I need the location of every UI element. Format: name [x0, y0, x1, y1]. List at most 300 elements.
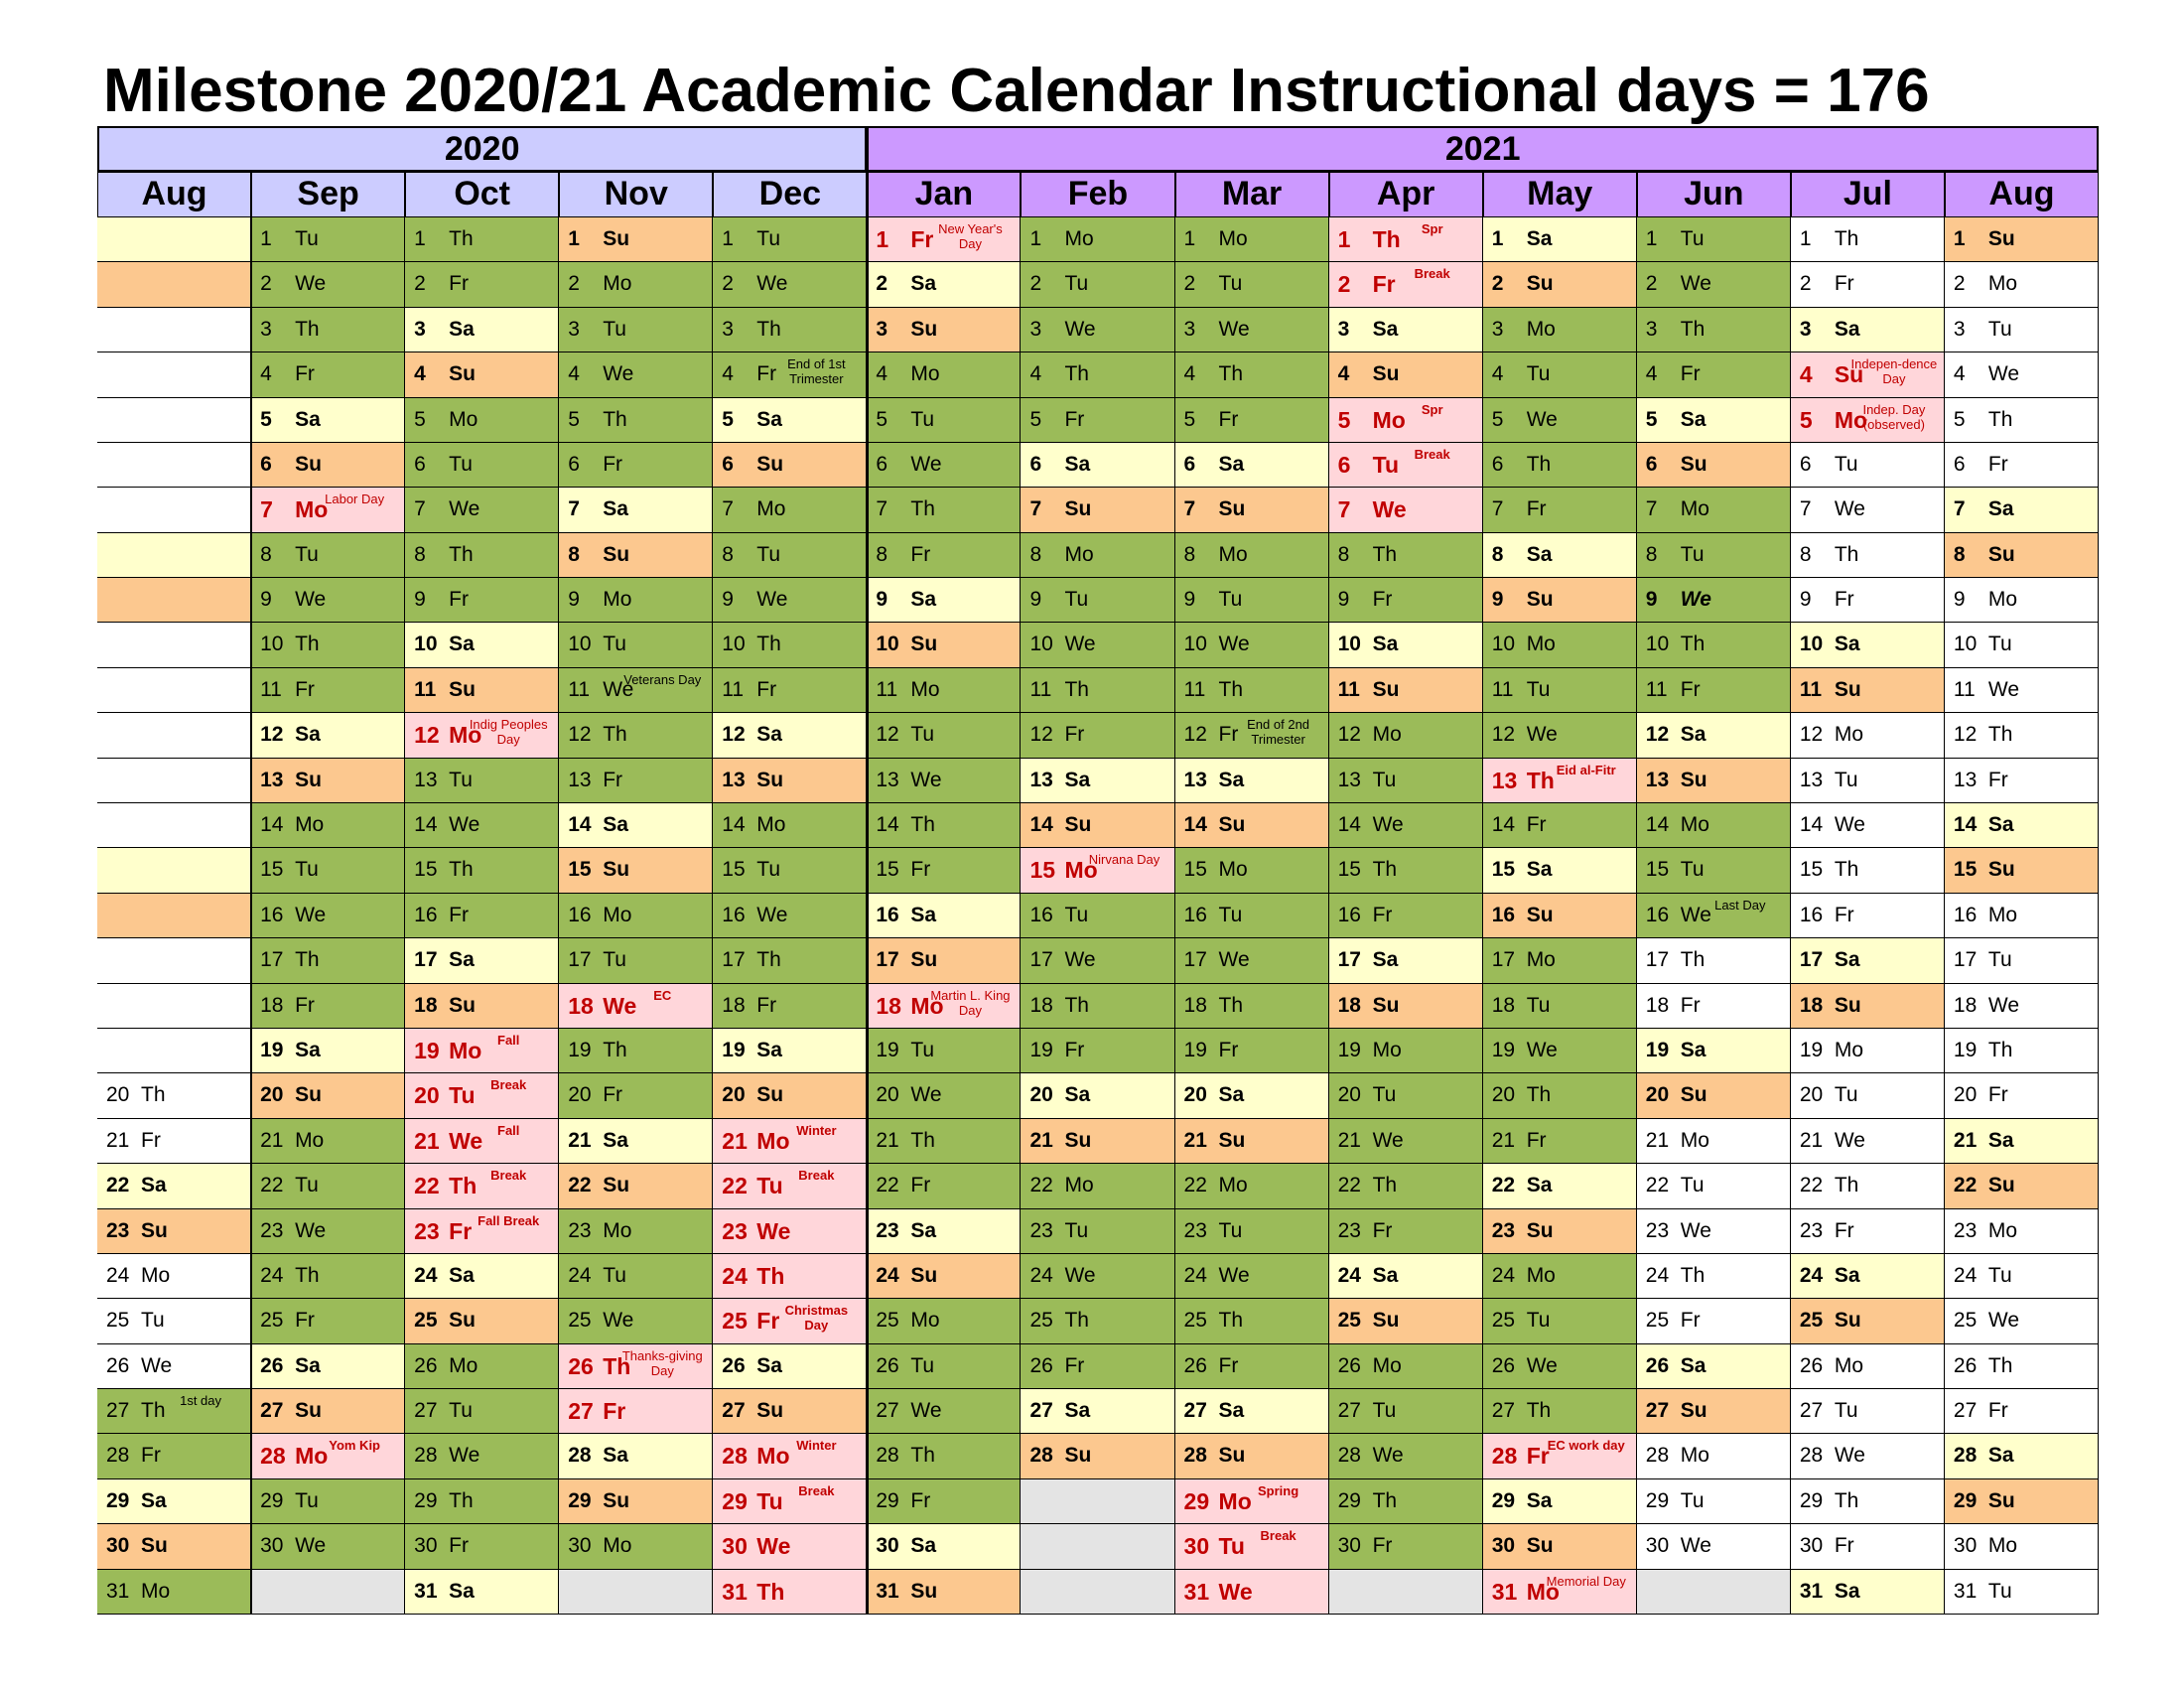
calendar-day-cell	[251, 1389, 405, 1434]
weekday-label: Th	[910, 1444, 935, 1468]
calendar-day-cell	[251, 1073, 405, 1118]
day-number: 21	[106, 1128, 130, 1152]
calendar-day-cell	[1175, 488, 1329, 532]
calendar-day-cell	[1945, 398, 2099, 443]
weekday-label: Sa	[1064, 1083, 1091, 1107]
weekday-label: Th	[449, 1173, 478, 1199]
weekday-label: Su	[1680, 1083, 1707, 1107]
calendar-day-cell	[1483, 1119, 1637, 1164]
day-number: 14	[568, 813, 592, 837]
calendar-day-cell	[867, 668, 1021, 713]
calendar-day-cell	[251, 984, 405, 1029]
calendar-day-cell	[559, 1254, 713, 1299]
calendar-day-cell	[1483, 352, 1637, 397]
weekday-label: Tu	[1218, 588, 1243, 612]
weekday-label: Sa	[1680, 723, 1706, 747]
weekday-label: Su	[1526, 1534, 1554, 1558]
weekday-label: Fr	[141, 1128, 161, 1152]
weekday-label: Su	[1064, 813, 1092, 837]
weekday-label: Sa	[1372, 1263, 1399, 1287]
weekday-label: Tu	[910, 1038, 935, 1061]
calendar-day-cell	[97, 217, 251, 262]
day-number: 2	[1337, 271, 1351, 298]
day-note: Winter	[796, 1122, 837, 1138]
weekday-label: Th	[1987, 1038, 2013, 1061]
day-number: 23	[1491, 1218, 1516, 1242]
calendar-day-cell	[559, 308, 713, 352]
weekday-label: Sa	[756, 1038, 782, 1061]
weekday-label: Th	[1372, 226, 1401, 252]
weekday-label: We	[1526, 1353, 1558, 1377]
day-number: 13	[722, 768, 746, 791]
calendar-day-cell	[251, 759, 405, 803]
calendar-day-cell	[251, 1479, 405, 1524]
day-number: 24	[1491, 1263, 1516, 1287]
day-number: 3	[1491, 317, 1504, 341]
day-number: 25	[1799, 1309, 1824, 1333]
day-note: Labor Day	[325, 492, 385, 507]
month-header-may-9: May	[1483, 172, 1637, 217]
calendar-day-cell	[97, 533, 251, 578]
day-number: 16	[1799, 903, 1824, 926]
weekday-label: Th	[295, 633, 320, 656]
calendar-day-cell	[251, 1299, 405, 1343]
weekday-label: We	[1834, 1444, 1865, 1468]
day-number: 9	[1183, 588, 1196, 612]
day-number: 31	[1491, 1578, 1518, 1605]
calendar-day-cell	[1945, 217, 2099, 262]
weekday-label: Mo	[1834, 1038, 1864, 1061]
weekday-label: Sa	[1526, 227, 1553, 250]
weekday-label: Mo	[603, 272, 632, 296]
weekday-label: Sa	[449, 633, 475, 656]
calendar-day-cell	[559, 488, 713, 532]
calendar-day-cell	[1175, 1479, 1329, 1524]
weekday-label: Th	[1987, 723, 2013, 747]
calendar-day-cell	[405, 623, 559, 667]
calendar-day-cell	[1637, 1119, 1791, 1164]
calendar-day-cell	[1637, 217, 1791, 262]
calendar-day-cell	[1175, 1344, 1329, 1389]
calendar-day-cell	[1637, 1254, 1791, 1299]
weekday-label: Fr	[1064, 723, 1085, 747]
day-number: 8	[1491, 542, 1504, 566]
calendar-day-cell	[1791, 1073, 1945, 1118]
calendar-day-cell	[559, 803, 713, 848]
weekday-label: Su	[141, 1534, 168, 1558]
day-number: 12	[1029, 723, 1053, 747]
day-number: 29	[1183, 1487, 1210, 1514]
day-number: 13	[1799, 768, 1824, 791]
weekday-label: Su	[1372, 677, 1400, 701]
day-number: 12	[1183, 723, 1207, 747]
day-number: 13	[1645, 768, 1670, 791]
weekday-label: Sa	[603, 1128, 628, 1152]
day-number: 20	[1029, 1083, 1053, 1107]
calendar-day-cell	[1483, 668, 1637, 713]
calendar-day-cell	[251, 1164, 405, 1208]
weekday-label: Su	[1834, 993, 1861, 1017]
day-number: 12	[1953, 723, 1978, 747]
calendar-day-cell	[1329, 1524, 1483, 1569]
day-number: 13	[1183, 768, 1207, 791]
calendar-day-cell	[1945, 1119, 2099, 1164]
day-number: 7	[1337, 496, 1351, 523]
day-number: 15	[1183, 858, 1207, 882]
weekday-label: Th	[910, 1128, 935, 1152]
day-number: 8	[260, 542, 272, 566]
calendar-day-cell	[867, 533, 1021, 578]
day-number: 17	[1029, 948, 1053, 972]
calendar-day-cell	[713, 262, 867, 307]
weekday-label: Fr	[449, 1217, 473, 1244]
weekday-label: Th	[141, 1083, 166, 1107]
calendar-day-cell	[1021, 1389, 1174, 1434]
day-number: 23	[1645, 1218, 1670, 1242]
day-number: 20	[568, 1083, 592, 1107]
day-number: 24	[876, 1263, 899, 1287]
calendar-day-cell	[405, 713, 559, 758]
weekday-label: We	[141, 1353, 173, 1377]
day-number: 5	[414, 407, 426, 431]
day-number: 21	[1183, 1128, 1207, 1152]
calendar-day-cell	[1021, 262, 1174, 307]
day-number: 6	[260, 452, 272, 476]
weekday-label: Fr	[603, 768, 623, 791]
day-number: 2	[722, 272, 734, 296]
day-number: 21	[722, 1127, 748, 1154]
day-number: 11	[260, 677, 282, 701]
calendar-day-cell	[867, 398, 1021, 443]
weekday-label: Su	[1218, 1128, 1246, 1152]
day-number: 26	[1645, 1353, 1670, 1377]
calendar-day-cell	[1329, 1073, 1483, 1118]
calendar-day-cell	[97, 1389, 251, 1434]
weekday-label: Su	[603, 227, 630, 250]
weekday-label: Tu	[295, 858, 319, 882]
calendar-day-cell	[405, 1164, 559, 1208]
weekday-label: We	[1987, 362, 2020, 386]
calendar-day-cell	[1945, 1524, 2099, 1569]
weekday-label: Mo	[141, 1579, 171, 1603]
calendar-day-cell	[1483, 1254, 1637, 1299]
weekday-label: Fr	[1987, 452, 2008, 476]
calendar-day-cell	[867, 1389, 1021, 1434]
month-header-mar-7: Mar	[1175, 172, 1329, 217]
day-number: 24	[1183, 1263, 1207, 1287]
weekday-label: Sa	[756, 723, 782, 747]
day-number: 30	[1645, 1534, 1670, 1558]
calendar-day-cell	[1483, 1073, 1637, 1118]
day-number: 4	[876, 362, 888, 386]
day-note: Break	[1414, 266, 1450, 282]
calendar-day-cell	[251, 443, 405, 488]
calendar-day-cell	[1791, 262, 1945, 307]
day-number: 11	[1645, 677, 1668, 701]
day-number: 18	[1183, 993, 1207, 1017]
day-number: 14	[1799, 813, 1824, 837]
weekday-label: Su	[1987, 858, 2015, 882]
day-number: 29	[1799, 1488, 1824, 1512]
calendar-day-cell	[559, 262, 713, 307]
calendar-day-cell	[1175, 352, 1329, 397]
calendar-day-cell	[1483, 1164, 1637, 1208]
weekday-label: Fr	[1526, 1443, 1550, 1470]
calendar-day-cell	[1945, 1344, 2099, 1389]
day-note: End of 1st Trimester	[787, 356, 846, 387]
weekday-label: Mo	[1526, 948, 1556, 972]
weekday-label: Mo	[1680, 497, 1709, 521]
weekday-label: Mo	[603, 903, 632, 926]
day-number: 16	[876, 903, 899, 926]
day-number: 16	[568, 903, 592, 926]
calendar-day-cell	[713, 217, 867, 262]
day-number: 2	[1491, 272, 1504, 296]
weekday-label: We	[1526, 723, 1558, 747]
calendar-day-cell	[559, 1434, 713, 1478]
weekday-label: Fr	[1987, 1399, 2008, 1423]
day-number: 15	[260, 858, 284, 882]
weekday-label: Th	[1834, 858, 1859, 882]
day-number: 23	[876, 1218, 899, 1242]
calendar-day-cell	[1637, 578, 1791, 623]
calendar-day-cell	[251, 533, 405, 578]
calendar-day-cell	[1637, 1164, 1791, 1208]
calendar-day-cell	[1791, 984, 1945, 1029]
calendar-day-cell	[1791, 938, 1945, 983]
calendar-day-cell	[559, 1524, 713, 1569]
weekday-label: Fr	[1218, 1038, 1239, 1061]
calendar-day-cell	[97, 1344, 251, 1389]
calendar-day-cell	[1791, 1029, 1945, 1073]
day-note: Fall	[497, 1122, 520, 1138]
day-number: 9	[722, 588, 734, 612]
day-note: Yom Kip	[329, 1438, 380, 1454]
weekday-label: Su	[756, 452, 784, 476]
day-number: 2	[1645, 272, 1658, 296]
calendar-day-cell	[97, 848, 251, 893]
weekday-label: Tu	[1372, 768, 1397, 791]
weekday-label: We	[756, 272, 788, 296]
weekday-label: Fr	[910, 858, 931, 882]
calendar-day-cell	[1175, 1524, 1329, 1569]
day-number: 3	[414, 317, 426, 341]
weekday-label: We	[295, 588, 327, 612]
calendar-day-cell	[1945, 533, 2099, 578]
calendar-day-cell	[1945, 623, 2099, 667]
calendar-day-cell	[1175, 1029, 1329, 1073]
calendar-day-cell	[713, 1164, 867, 1208]
weekday-label: Fr	[1218, 723, 1239, 747]
day-number: 14	[260, 813, 284, 837]
calendar-day-cell	[1483, 894, 1637, 938]
calendar-day-cell	[1329, 1434, 1483, 1478]
weekday-label: Mo	[1218, 1174, 1248, 1197]
weekday-label: Mo	[1680, 1128, 1709, 1152]
weekday-label: Mo	[295, 496, 329, 523]
calendar-day-cell	[1483, 1299, 1637, 1343]
day-number: 1	[568, 227, 580, 250]
day-number: 22	[414, 1173, 440, 1199]
weekday-label: Tu	[449, 1399, 473, 1423]
calendar-day-cell	[867, 1570, 1021, 1615]
day-number: 28	[876, 1444, 899, 1468]
weekday-label: Mo	[910, 1309, 940, 1333]
year-divider	[866, 126, 869, 1615]
day-number: 3	[1337, 317, 1350, 341]
calendar-day-cell	[97, 668, 251, 713]
weekday-label: Su	[1372, 1309, 1400, 1333]
day-number: 9	[1645, 588, 1658, 612]
day-note: Memorial Day	[1546, 1573, 1626, 1589]
weekday-label: Mo	[910, 992, 944, 1019]
weekday-label: Fr	[141, 1444, 161, 1468]
weekday-label: Th	[1218, 1309, 1244, 1333]
weekday-label: Th	[603, 723, 627, 747]
weekday-label: Sa	[1526, 1488, 1553, 1512]
day-number: 20	[1337, 1083, 1361, 1107]
weekday-label: Su	[1834, 1309, 1861, 1333]
calendar-day-cell	[1021, 623, 1174, 667]
weekday-label: Mo	[1526, 633, 1556, 656]
day-number: 24	[1337, 1263, 1361, 1287]
weekday-label: We	[910, 452, 942, 476]
weekday-label: We	[1064, 948, 1096, 972]
day-number: 3	[260, 317, 272, 341]
day-number: 22	[1337, 1174, 1361, 1197]
weekday-label: Su	[1526, 272, 1554, 296]
weekday-label: Su	[756, 768, 784, 791]
calendar-day-cell	[1329, 713, 1483, 758]
day-number: 19	[1645, 1038, 1670, 1061]
day-number: 28	[414, 1444, 438, 1468]
weekday-label: Th	[449, 542, 474, 566]
calendar-day-cell	[405, 1570, 559, 1615]
day-number: 24	[568, 1263, 592, 1287]
weekday-label: We	[603, 362, 634, 386]
weekday-label: Mo	[1526, 317, 1556, 341]
calendar-day-cell	[1637, 1209, 1791, 1254]
weekday-label: Fr	[1218, 407, 1239, 431]
calendar-day-cell	[1483, 308, 1637, 352]
day-number: 1	[414, 227, 426, 250]
day-number: 1	[1645, 227, 1658, 250]
year-header-2020: 2020	[97, 126, 867, 172]
day-number: 13	[1029, 768, 1053, 791]
weekday-label: Tu	[1680, 1488, 1705, 1512]
weekday-label: Su	[449, 993, 476, 1017]
day-number: 10	[260, 633, 284, 656]
day-number: 29	[568, 1488, 592, 1512]
weekday-label: Fr	[756, 1308, 780, 1335]
weekday-label: Fr	[295, 993, 315, 1017]
day-number: 15	[1337, 858, 1361, 882]
weekday-label: Tu	[1526, 993, 1551, 1017]
calendar-day-cell	[1329, 1119, 1483, 1164]
month-header-jul-11: Jul	[1791, 172, 1945, 217]
calendar-day-cell	[97, 308, 251, 352]
weekday-label: We	[1834, 813, 1865, 837]
weekday-label: Mo	[1372, 723, 1402, 747]
day-number: 12	[1337, 723, 1361, 747]
weekday-label: Mo	[910, 677, 940, 701]
day-number: 17	[1645, 948, 1670, 972]
weekday-label: Fr	[603, 452, 623, 476]
day-number: 5	[1953, 407, 1966, 431]
weekday-label: Tu	[1834, 768, 1858, 791]
day-number: 10	[1183, 633, 1207, 656]
calendar-day-cell	[1637, 984, 1791, 1029]
calendar-day-cell	[867, 1254, 1021, 1299]
weekday-label: Fr	[1218, 1353, 1239, 1377]
day-number: 22	[876, 1174, 899, 1197]
weekday-label: Sa	[141, 1488, 167, 1512]
day-number: 19	[1953, 1038, 1978, 1061]
day-number: 2	[1799, 272, 1812, 296]
day-number: 9	[1029, 588, 1042, 612]
calendar-day-cell	[559, 759, 713, 803]
calendar-day-cell	[251, 262, 405, 307]
weekday-label: Th	[1372, 1174, 1398, 1197]
day-note: Eid al-Fitr	[1556, 762, 1616, 777]
weekday-label: Mo	[1218, 542, 1248, 566]
weekday-label: Fr	[1064, 1353, 1085, 1377]
weekday-label: Sa	[603, 1444, 628, 1468]
calendar-day-cell	[713, 352, 867, 397]
calendar-day-cell	[1175, 262, 1329, 307]
day-number: 31	[1183, 1578, 1210, 1605]
day-number: 27	[568, 1398, 594, 1425]
calendar-day-cell	[1021, 352, 1174, 397]
weekday-label: Th	[1372, 858, 1398, 882]
weekday-label: Fr	[1680, 362, 1701, 386]
calendar-day-cell	[1945, 1389, 2099, 1434]
weekday-label: Fr	[910, 1174, 931, 1197]
weekday-label: Th	[756, 948, 781, 972]
calendar-day-cell	[1329, 1254, 1483, 1299]
day-number: 16	[1337, 903, 1361, 926]
calendar-day-cell	[1945, 1570, 2099, 1615]
weekday-label: Tu	[449, 452, 473, 476]
calendar-day-cell	[559, 1073, 713, 1118]
weekday-label: Sa	[141, 1174, 167, 1197]
day-number: 31	[722, 1578, 748, 1605]
day-number: 25	[414, 1309, 438, 1333]
day-number: 16	[414, 903, 438, 926]
weekday-label: Fr	[756, 993, 777, 1017]
calendar-day-cell	[1483, 848, 1637, 893]
calendar-day-cell	[713, 668, 867, 713]
calendar-day-cell	[1021, 1119, 1174, 1164]
calendar-day-cell	[251, 1029, 405, 1073]
weekday-label: Su	[449, 677, 476, 701]
day-number: 27	[1183, 1399, 1207, 1423]
day-number: 10	[1953, 633, 1978, 656]
day-number: 1	[1953, 227, 1966, 250]
calendar-day-cell	[559, 984, 713, 1029]
calendar-day-cell	[559, 1299, 713, 1343]
calendar-day-cell	[1329, 398, 1483, 443]
weekday-label: Sa	[1218, 452, 1245, 476]
weekday-label: Th	[756, 1578, 785, 1605]
weekday-label: Fr	[449, 1534, 469, 1558]
calendar-day-cell	[1329, 488, 1483, 532]
day-number: 5	[876, 407, 888, 431]
calendar-day-cell	[251, 352, 405, 397]
day-number: 16	[722, 903, 746, 926]
weekday-label: Fr	[910, 542, 931, 566]
weekday-label: Su	[449, 1309, 476, 1333]
